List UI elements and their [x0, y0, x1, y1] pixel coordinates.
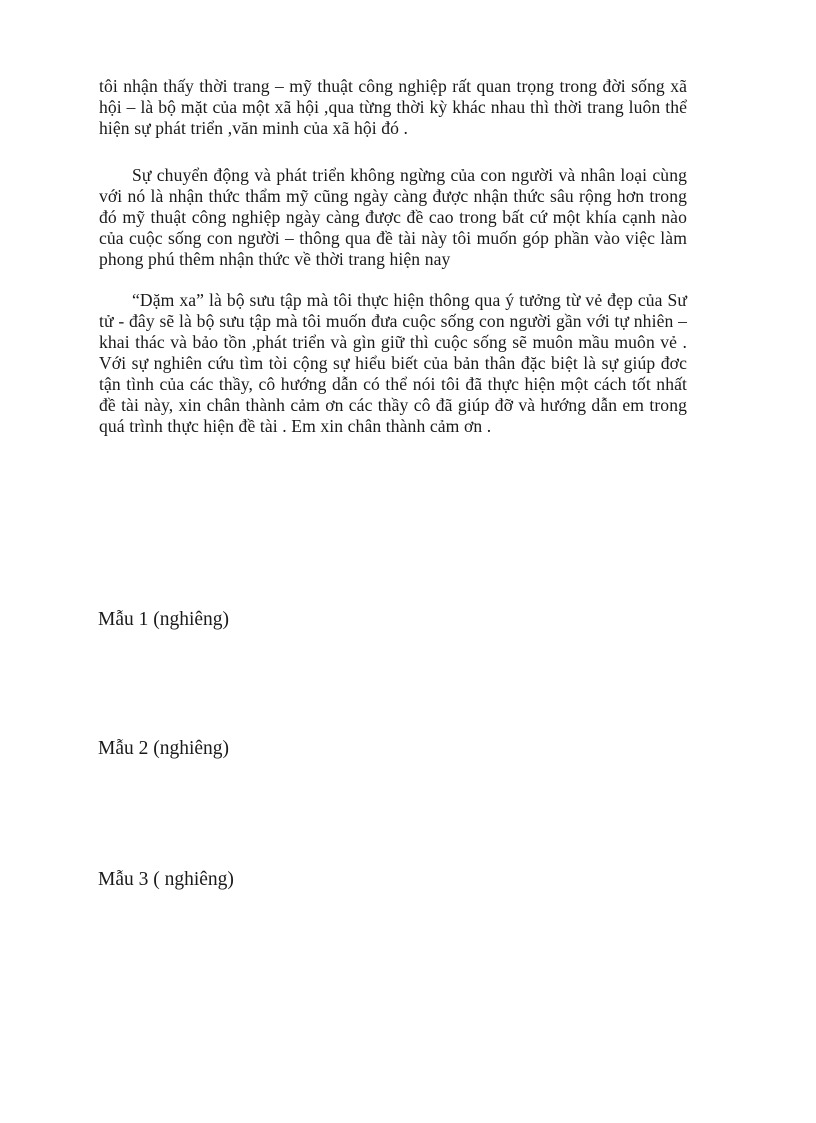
- paragraph-collection: “Dặm xa” là bộ sưu tập mà tôi thực hiện thông qua ý tưởng từ vẻ đẹp của Sư tử - đây sẽ là bộ sưu tập mà tôi muốn đưa cuộc sống con người gần với tự nhiên – khai thác và bảo tồn ,phát triển và gìn giữ thì cuộc sống sẽ muôn mầu muôn vẻ . Với sự nghiên cứu tìm tòi cộng sự hiểu biết của bản thân đặc biệt là sự giúp đơc tận tình của các thầy, cô hướng dẫn có thể nói tôi đã thực hiện một cách tốt nhất đề tài này, xin chân thành cảm ơn các thầy cô đã giúp đỡ và hướng dẫn em trong quá trình thực hiện đề tài . Em xin chân thành cảm ơn .: [99, 290, 687, 436]
- paragraph-development: Sự chuyển động và phát triển không ngừng của con người và nhân loại cùng với nó là nhận thức thẩm mỹ cũng ngày càng được nhận thức sâu rộng hơn trong đó mỹ thuật công nghiệp ngày càng được đề cao trong bất cứ một khía cạnh nào của cuộc sống con người – thông qua đề tài này tôi muốn góp phần vào việc làm phong phú thêm nhận thức về thời trang hiện nay: [99, 165, 687, 269]
- caption-design-1: Mẫu 1 (nghiêng): [98, 609, 230, 630]
- paragraph-intro: tôi nhận thấy thời trang – mỹ thuật công nghiệp rất quan trọng trong đời sống xã hội – là bộ mặt của một xã hội ,qua từng thời kỳ khác nhau thì thời trang luôn thể hiện sự phát triển ,văn minh của xã hội đó .: [99, 76, 687, 138]
- caption-design-3: Mẫu 3 ( nghiêng): [98, 869, 234, 890]
- caption-design-2: Mẫu 2 (nghiêng): [98, 738, 230, 759]
